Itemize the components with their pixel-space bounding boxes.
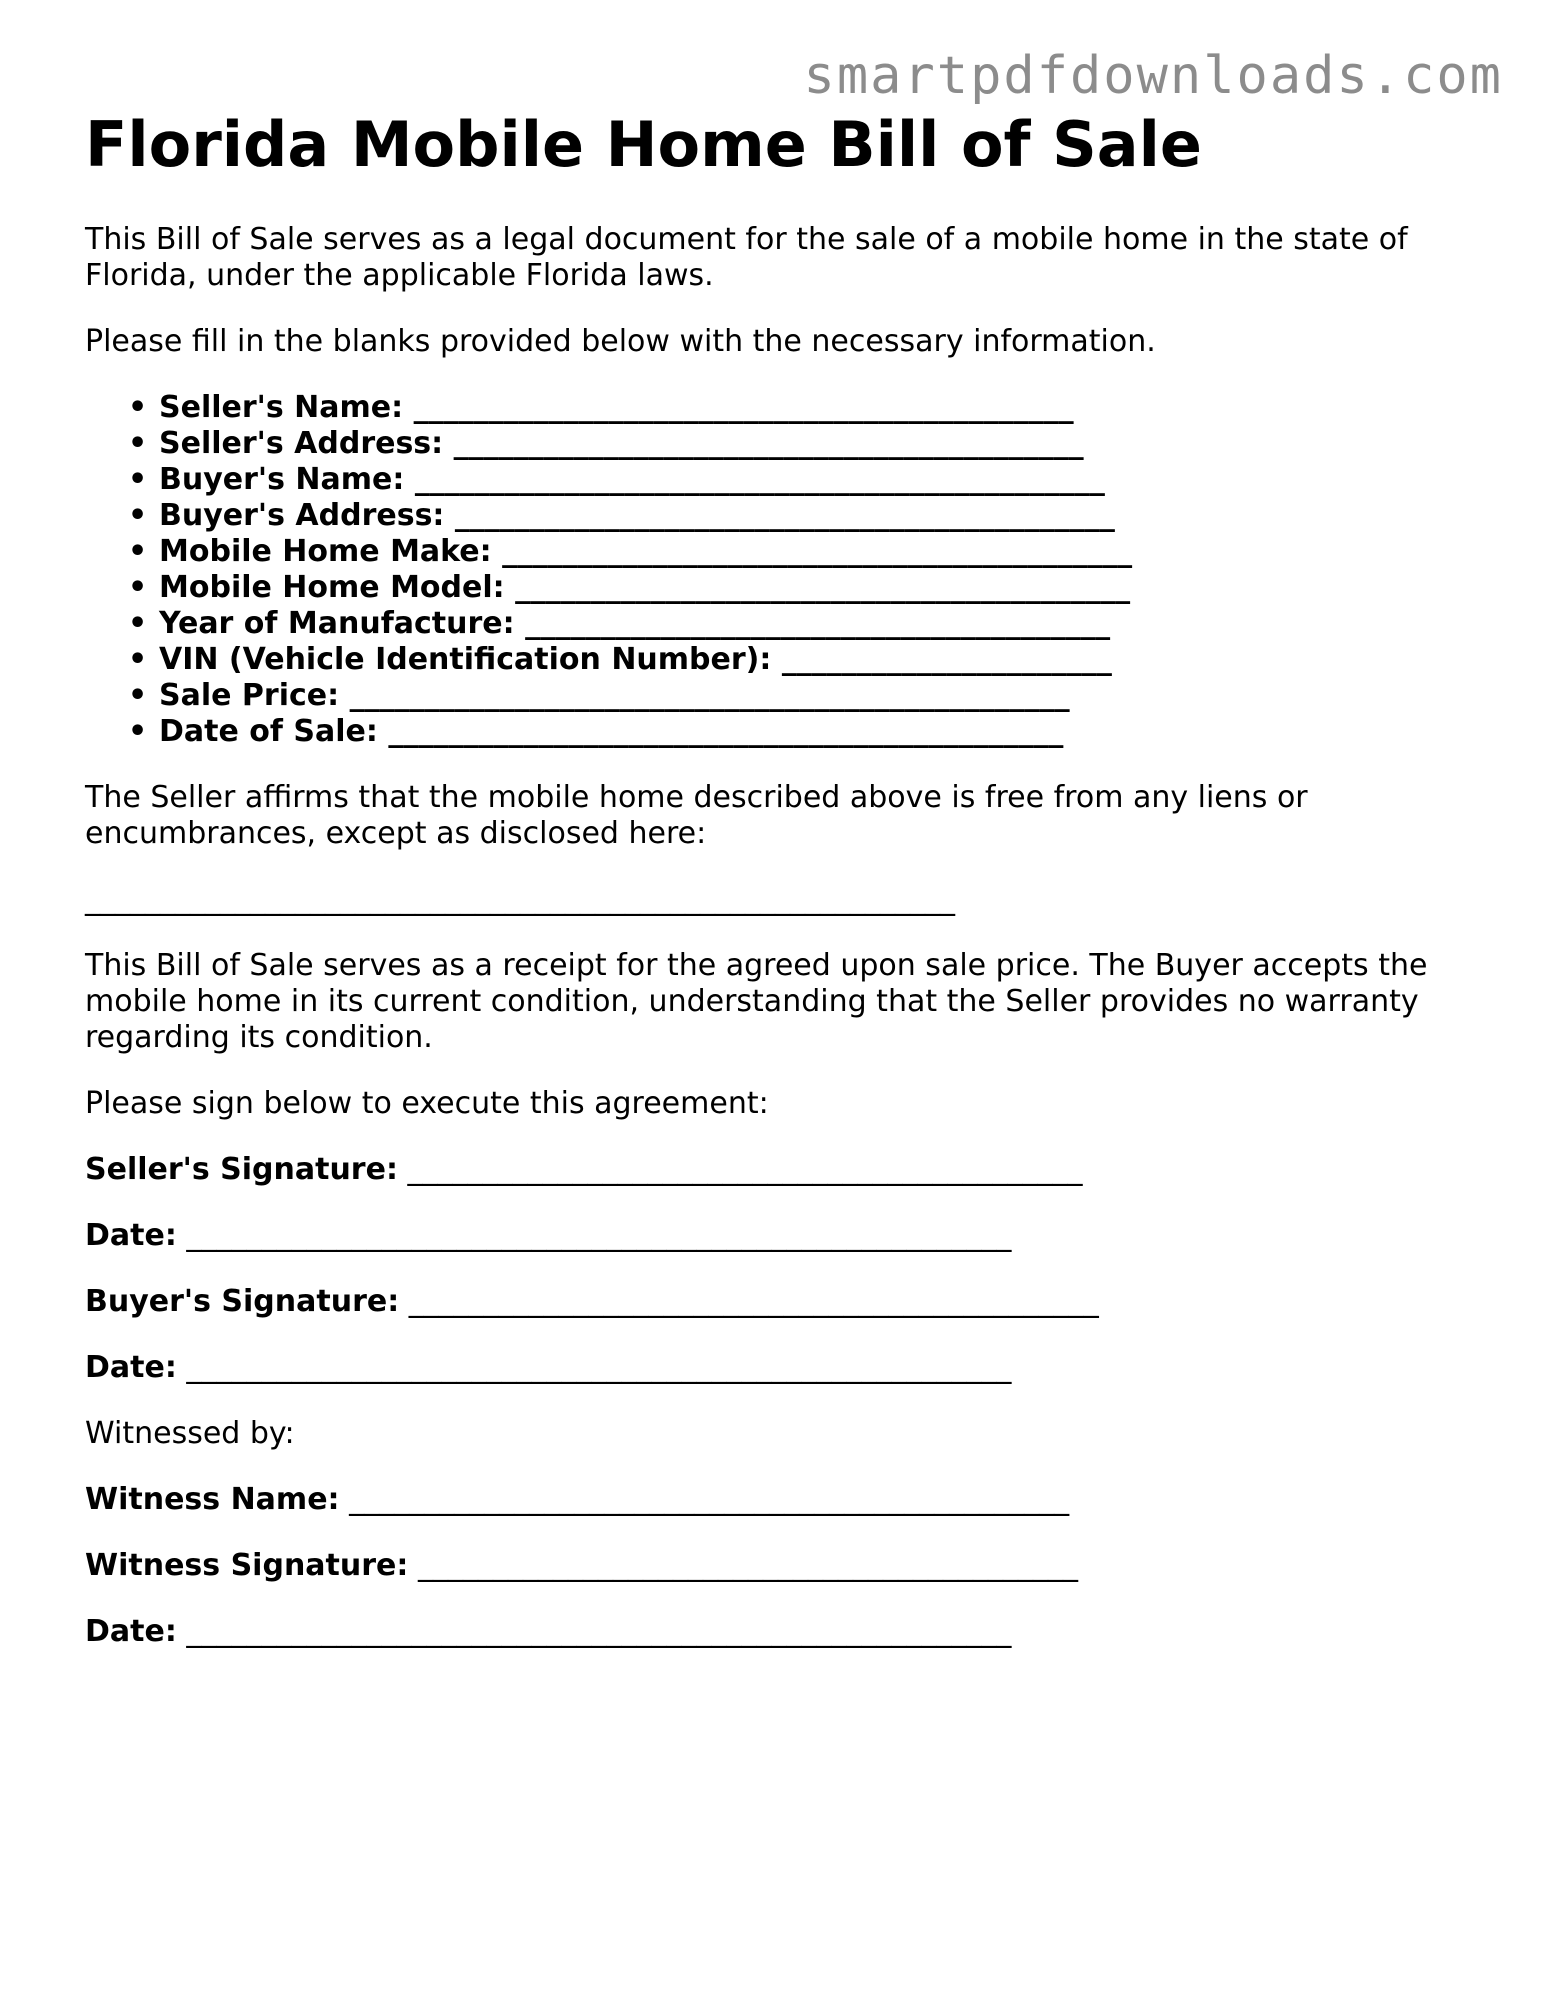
- watermark: smartpdfdownloads.com: [803, 46, 1503, 106]
- document-page: [85, 108, 1485, 1650]
- witness-name-row: [85, 1482, 1485, 1518]
- witness-name-label: Witness Name:: [85, 1482, 340, 1517]
- sign-instruction: Please sign below to execute this agreement:: [85, 1086, 769, 1121]
- field-date-of-sale: [128, 714, 1485, 750]
- field-label: Seller's Address:: [159, 426, 444, 461]
- witness-date-row: [85, 1614, 1485, 1650]
- bullet-icon: •: [128, 678, 148, 713]
- field-label: Year of Manufacture:: [159, 606, 515, 641]
- witness-date-label: Date:: [85, 1614, 177, 1649]
- field-buyers-name: [128, 462, 1485, 498]
- bullet-icon: •: [128, 426, 148, 461]
- bullet-icon: •: [128, 390, 148, 425]
- field-label: Buyer's Address:: [159, 498, 445, 533]
- witness-date-blank[interactable]: _______________________________________________________: [186, 1614, 1012, 1649]
- buyers-name-blank[interactable]: ______________________________________________: [414, 462, 1105, 497]
- seller-date-row: [85, 1218, 1485, 1254]
- field-sellers-name: [128, 390, 1485, 426]
- date-of-sale-blank[interactable]: _____________________________________________: [388, 714, 1064, 749]
- mobile-home-make-blank[interactable]: __________________________________________: [502, 534, 1133, 569]
- seller-date-blank[interactable]: _______________________________________________________: [186, 1218, 1012, 1253]
- witnessed-by-label: Witnessed by:: [85, 1416, 295, 1451]
- sellers-signature-label: Seller's Signature:: [85, 1152, 398, 1187]
- witness-signature-row: [85, 1548, 1485, 1584]
- fields-list: [85, 390, 1485, 750]
- bullet-icon: •: [128, 606, 148, 641]
- bullet-icon: •: [128, 714, 148, 749]
- field-sellers-address: [128, 426, 1485, 462]
- bullet-icon: •: [128, 570, 148, 605]
- sellers-signature-row: [85, 1152, 1485, 1188]
- witness-signature-label: Witness Signature:: [85, 1548, 409, 1583]
- instructions-paragraph: Please fill in the blanks provided below with the necessary information.: [85, 324, 1156, 359]
- buyer-date-label: Date:: [85, 1350, 177, 1385]
- field-vin: [128, 642, 1485, 678]
- vin-blank[interactable]: ______________________: [781, 642, 1112, 677]
- affirmation-paragraph: The Seller affirms that the mobile home described above is free from any liens or encumbrances, except as disclosed here:: [85, 780, 1308, 851]
- field-label: VIN (Vehicle Identification Number):: [159, 642, 772, 677]
- field-sale-price: [128, 678, 1485, 714]
- bullet-icon: •: [128, 462, 148, 497]
- field-mobile-home-model: [128, 570, 1485, 606]
- buyer-date-blank[interactable]: _______________________________________________________: [186, 1350, 1012, 1385]
- bullet-icon: •: [128, 498, 148, 533]
- field-label: Seller's Name:: [159, 390, 404, 425]
- mobile-home-model-blank[interactable]: _________________________________________: [515, 570, 1131, 605]
- field-label: Mobile Home Model:: [159, 570, 505, 605]
- buyer-date-row: [85, 1350, 1485, 1386]
- seller-date-label: Date:: [85, 1218, 177, 1253]
- sellers-signature-blank[interactable]: _____________________________________________: [407, 1152, 1083, 1187]
- bullet-icon: •: [128, 642, 148, 677]
- field-mobile-home-make: [128, 534, 1485, 570]
- witness-signature-blank[interactable]: ____________________________________________: [417, 1548, 1078, 1583]
- disclosure-blank[interactable]: __________________________________________________________: [85, 882, 955, 917]
- field-label: Sale Price:: [159, 678, 340, 713]
- intro-paragraph: This Bill of Sale serves as a legal document for the sale of a mobile home in the state of Florida, under the applicable Florida laws.: [85, 222, 1408, 293]
- bullet-icon: •: [128, 534, 148, 569]
- sellers-address-blank[interactable]: __________________________________________: [453, 426, 1084, 461]
- sale-price-blank[interactable]: ________________________________________________: [349, 678, 1070, 713]
- buyers-signature-label: Buyer's Signature:: [85, 1284, 400, 1319]
- document-title: Florida Mobile Home Bill of Sale: [85, 108, 1202, 181]
- field-label: Mobile Home Make:: [159, 534, 492, 569]
- field-label: Date of Sale:: [159, 714, 378, 749]
- field-year-of-manufacture: [128, 606, 1485, 642]
- buyers-address-blank[interactable]: ____________________________________________: [454, 498, 1115, 533]
- witness-name-blank[interactable]: ________________________________________________: [349, 1482, 1070, 1517]
- field-label: Buyer's Name:: [159, 462, 405, 497]
- sellers-name-blank[interactable]: ____________________________________________: [413, 390, 1074, 425]
- buyers-signature-blank[interactable]: ______________________________________________: [408, 1284, 1099, 1319]
- field-buyers-address: [128, 498, 1485, 534]
- buyers-signature-row: [85, 1284, 1485, 1320]
- receipt-paragraph: This Bill of Sale serves as a receipt for the agreed upon sale price. The Buyer accepts the mobile home in its current condition, understanding that the Seller provides no warranty regarding its condition.: [85, 948, 1428, 1055]
- year-of-manufacture-blank[interactable]: _______________________________________: [525, 606, 1111, 641]
